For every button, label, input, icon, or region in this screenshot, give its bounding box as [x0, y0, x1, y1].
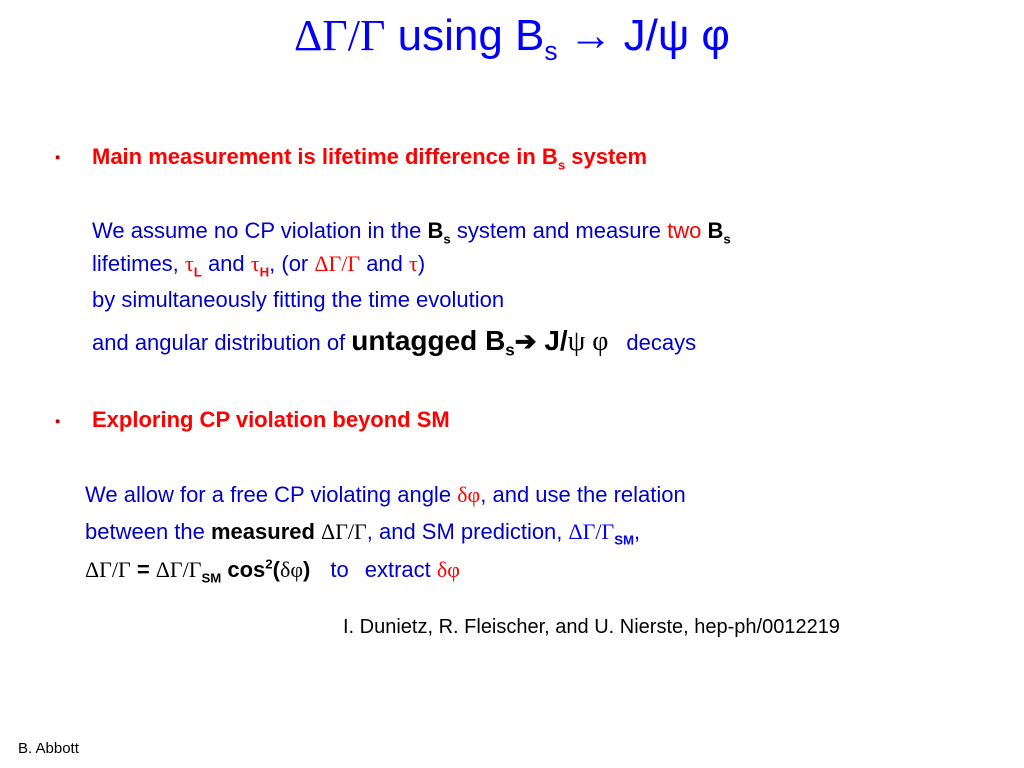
- bullet-1-heading: [92, 144, 648, 173]
- delta-gamma-sm: ΔΓ/Γ: [155, 557, 202, 582]
- text: , and use the relation: [480, 482, 686, 507]
- tau-sub-l: L: [193, 264, 202, 280]
- bs-sub: s: [443, 231, 451, 247]
- paren-close: ): [303, 557, 311, 582]
- text: and: [201, 251, 251, 276]
- delta-phi: δφ: [436, 557, 460, 582]
- paren-open: (: [272, 557, 280, 582]
- sm-sub: SM: [614, 532, 635, 548]
- squared: 2: [265, 556, 273, 572]
- text: We allow for a free CP violating angle: [85, 482, 458, 507]
- text: , (or: [269, 251, 315, 276]
- slide-title: [0, 10, 1024, 66]
- para-2-line-3: [85, 556, 460, 586]
- title-delta-gamma: ΔΓ/Γ: [294, 11, 386, 60]
- bullet-marker-2: ▪: [55, 413, 61, 430]
- bullet-2-heading: Exploring CP violation beyond SM: [92, 407, 450, 432]
- text: between the: [85, 519, 211, 544]
- para-1-line-2: [92, 251, 426, 280]
- delta-phi: δφ: [279, 557, 304, 582]
- text: We assume no CP violation in the: [92, 218, 428, 243]
- bullet-1-text: Main measurement is lifetime difference in B: [92, 144, 558, 169]
- title-arrow: →: [557, 11, 624, 60]
- tau-symbol: τ: [250, 251, 260, 276]
- delta-phi: δφ: [457, 482, 481, 507]
- title-decay: J/ψ φ: [623, 11, 730, 60]
- para-2-line-1: [85, 482, 686, 508]
- text: decays: [626, 330, 697, 355]
- two-word: two: [667, 218, 702, 243]
- title-sub-s: s: [544, 35, 558, 66]
- tau-symbol: τ: [184, 251, 194, 276]
- reference-citation: I. Dunietz, R. Fleischer, and U. Nierste, hep-ph/0012219: [343, 616, 840, 638]
- para-1-line-3: by simultaneously fitting the time evolution: [92, 287, 505, 312]
- text: system and measure: [450, 218, 668, 243]
- jpsi: J/: [536, 325, 568, 356]
- untagged-bs: untagged B: [351, 325, 506, 356]
- equals: =: [130, 557, 156, 582]
- delta-gamma-ratio: ΔΓ/Γ: [314, 251, 361, 276]
- footer-author: B. Abbott: [18, 740, 79, 757]
- text: ): [417, 251, 426, 276]
- delta-gamma-ratio: ΔΓ/Γ: [85, 557, 131, 582]
- text: and: [360, 251, 410, 276]
- bullet-1-sub: s: [557, 157, 566, 173]
- para-1-line-1: [92, 218, 731, 247]
- tau-sub-h: H: [259, 264, 270, 280]
- cos: cos: [221, 557, 266, 582]
- delta-gamma-ratio: ΔΓ/Γ: [321, 519, 367, 544]
- untagged-bs-sub: s: [505, 340, 515, 360]
- text: extract: [364, 557, 437, 582]
- text: and angular distribution of: [92, 330, 352, 355]
- measured-word: measured: [210, 519, 322, 544]
- delta-gamma-sm: ΔΓ/Γ: [568, 519, 615, 544]
- tau-symbol: τ: [409, 251, 418, 276]
- arrow-icon: ➔: [514, 326, 537, 356]
- bs-sub-2: s: [723, 231, 731, 247]
- para-2-line-2: [85, 519, 641, 548]
- text: , and SM prediction,: [366, 519, 569, 544]
- bullet-marker-1: ▪: [55, 149, 61, 166]
- title-using: using B: [385, 11, 545, 60]
- text: to: [330, 557, 349, 582]
- sm-sub: SM: [201, 570, 222, 586]
- text: ,: [634, 519, 641, 544]
- bs-bold: B: [427, 218, 444, 243]
- para-1-line-4: [92, 325, 696, 358]
- bullet-1-tail: system: [565, 144, 648, 169]
- text: lifetimes,: [92, 251, 185, 276]
- bs-bold-2: B: [701, 218, 724, 243]
- psi-phi: ψ φ: [567, 326, 609, 357]
